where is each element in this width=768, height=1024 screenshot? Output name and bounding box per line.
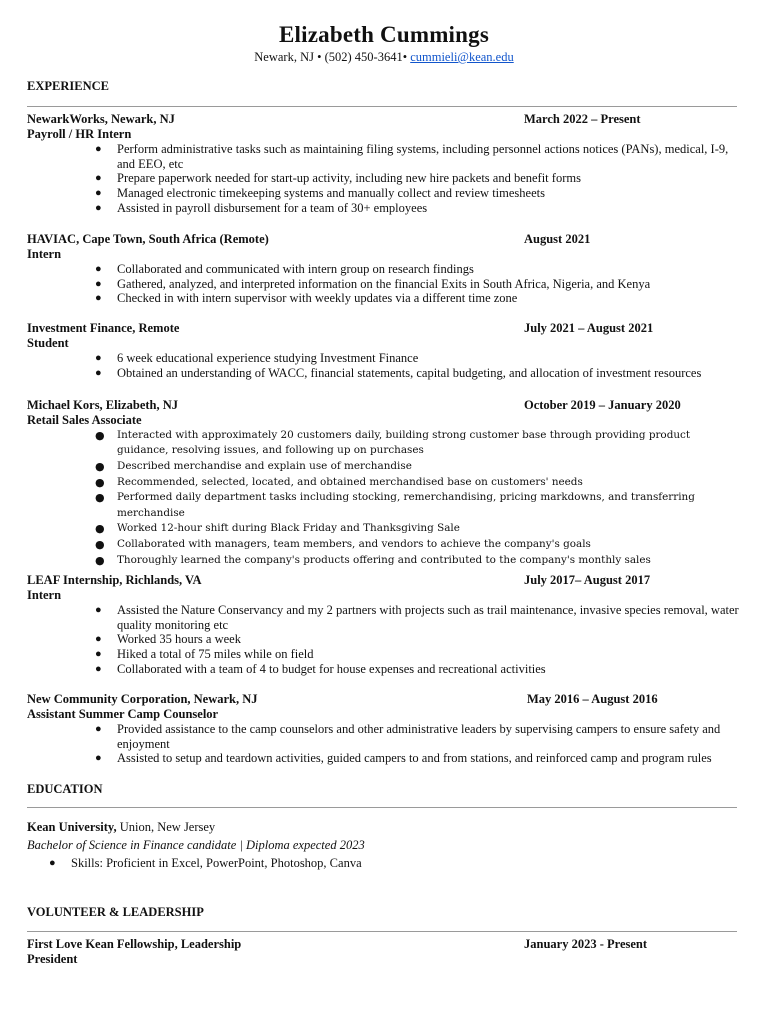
job-bullet: ● 6 week educational experience studying Investment Finance	[95, 350, 419, 365]
job-bullet: ● Described merchandise and explain use of merchandise	[95, 459, 412, 473]
bullet-icon: ●	[95, 537, 105, 551]
job-bullet: ● Perform administrative tasks such as maintaining filing systems, including personnel actions notices (PANs), medical, I-9, and EEO, etc	[95, 141, 729, 171]
bullet-icon: ●	[95, 292, 102, 305]
candidate-name: Elizabeth Cummings	[279, 22, 489, 47]
job-org: HAVIAC, Cape Town, South Africa (Remote)	[27, 232, 269, 246]
bullet-icon: ●	[95, 475, 105, 489]
job-entry	[27, 398, 742, 568]
job-title: Intern	[27, 588, 62, 602]
bullet-icon: ●	[95, 428, 105, 442]
skills-item: ● Skills: Proficient in Excel, PowerPoint, Photoshop, Canva	[49, 856, 362, 870]
job-bullet: ● Interacted with approximately 20 customers daily, building strong customer base through providing product guidance, resolving issues, and following up on purchases	[95, 428, 691, 457]
job-bullet: ● Thoroughly learned the company's products offering and contributed to the company's monthly sales	[95, 553, 651, 567]
bullet-icon: ●	[95, 662, 102, 675]
bullet-icon: ●	[95, 262, 102, 275]
job-bullets	[27, 722, 742, 766]
job-entry	[27, 232, 742, 306]
volunteer-title: President	[27, 952, 78, 966]
bullet-icon: ●	[95, 459, 105, 473]
job-dates: July 2017– August 2017	[524, 573, 651, 587]
volunteer-entry	[27, 937, 742, 967]
bullet-icon: ●	[95, 351, 102, 364]
job-dates: August 2021	[524, 232, 591, 246]
bullet-icon: ●	[95, 201, 102, 214]
job-dates: October 2019 – January 2020	[524, 398, 681, 412]
section-heading-volunteer: VOLUNTEER & LEADERSHIP	[27, 905, 204, 919]
job-dates: May 2016 – August 2016	[527, 692, 658, 706]
job-bullet: ● Checked in with intern supervisor with weekly updates via a different time zone	[95, 291, 518, 306]
university-name: Kean University,	[27, 820, 117, 834]
job-bullets	[27, 142, 742, 216]
bullet-icon: ●	[95, 633, 102, 646]
job-bullet: ● Assisted the Nature Conservancy and my 2 partners with projects such as trail maintenance, invasive species removal, water quality monitoring etc	[95, 602, 739, 632]
job-dates: March 2022 – Present	[524, 112, 641, 126]
job-bullet: ● Hiked a total of 75 miles while on field	[95, 647, 314, 662]
job-bullet: ● Worked 12-hour shift during Black Friday and Thanksgiving Sale	[95, 522, 460, 536]
bullet-icon: ●	[95, 366, 102, 379]
email-link[interactable]: cummieli@kean.edu	[410, 50, 514, 64]
job-title: Intern	[27, 247, 62, 261]
job-bullet: ● Collaborated and communicated with intern group on research findings	[95, 261, 474, 276]
job-entry	[27, 692, 742, 766]
bullet-icon: ●	[95, 722, 102, 735]
job-bullet: ● Assisted to setup and teardown activities, guided campers to and from stations, and reinforced camp and program rules	[95, 751, 712, 766]
job-bullets	[27, 262, 742, 306]
job-bullets	[27, 351, 742, 381]
bullet-icon: ●	[95, 172, 102, 185]
section-heading-education: EDUCATION	[27, 782, 103, 796]
job-bullet: ● Assisted in payroll disbursement for a team of 30+ employees	[95, 200, 428, 215]
job-bullet: ● Collaborated with managers, team members, and vendors to achieve the company's goals	[95, 537, 591, 551]
job-entry	[27, 112, 742, 216]
university-location: Union, New Jersey	[119, 820, 216, 834]
section-divider	[27, 931, 737, 932]
volunteer-org: First Love Kean Fellowship, Leadership	[27, 937, 242, 951]
job-entry	[27, 573, 742, 677]
bullet-icon: ●	[95, 142, 102, 155]
job-title: Student	[27, 336, 69, 350]
job-bullet: ● Obtained an understanding of WACC, financial statements, capital budgeting, and allocation of investment resources	[95, 365, 702, 380]
job-title: Assistant Summer Camp Counselor	[27, 707, 219, 721]
section-divider	[27, 807, 737, 808]
bullet-icon: ●	[95, 648, 102, 661]
job-bullets	[27, 428, 742, 568]
bullet-icon: ●	[95, 752, 102, 765]
job-org: Michael Kors, Elizabeth, NJ	[27, 398, 179, 412]
job-bullet: ● Gathered, analyzed, and interpreted information on the financial Exits in South Africa, Nigeria, and Kenya	[95, 276, 651, 291]
job-title: Payroll / HR Intern	[27, 127, 132, 141]
job-bullet: ● Prepare paperwork needed for start-up activity, including new hire packets and benefit forms	[95, 171, 581, 186]
job-org: NewarkWorks, Newark, NJ	[27, 112, 175, 126]
degree: Bachelor of Science in Finance candidate | Diploma expected 2023	[27, 838, 365, 852]
contact-location-phone: Newark, NJ • (502) 450-3641•	[254, 50, 408, 64]
volunteer-dates: January 2023 - Present	[524, 937, 648, 951]
bullet-icon: ●	[95, 522, 105, 536]
section-divider	[27, 106, 737, 107]
job-bullet: ● Collaborated with a team of 4 to budget for house expenses and recreational activities	[95, 661, 546, 676]
job-bullets	[27, 603, 742, 677]
job-org: New Community Corporation, Newark, NJ	[27, 692, 258, 706]
job-title: Retail Sales Associate	[27, 413, 142, 427]
section-heading-experience: EXPERIENCE	[27, 79, 109, 93]
contact-line	[0, 50, 768, 65]
job-bullet: ● Provided assistance to the camp counselors and other administrative leaders by supervising campers to ensure safety and enjoyment	[95, 721, 721, 751]
job-bullet: ● Performed daily department tasks including stocking, remerchandising, pricing markdowns, and transferring merchandise	[95, 491, 695, 519]
bullet-icon: ●	[95, 603, 102, 616]
bullet-icon: ●	[95, 553, 105, 567]
education-entry	[27, 818, 737, 872]
job-org: Investment Finance, Remote	[27, 321, 180, 335]
bullet-icon: ●	[95, 491, 105, 505]
job-dates: July 2021 – August 2021	[524, 321, 654, 335]
bullet-icon: ●	[95, 277, 102, 290]
job-bullet: ● Recommended, selected, located, and obtained merchandised base on customers' needs	[95, 475, 583, 489]
bullet-icon: ●	[49, 857, 56, 869]
job-org: LEAF Internship, Richlands, VA	[27, 573, 202, 587]
bullet-icon: ●	[95, 187, 102, 200]
job-bullet: ● Managed electronic timekeeping systems and manually collect and review timesheets	[95, 186, 545, 201]
job-entry	[27, 321, 742, 380]
job-bullet: ● Worked 35 hours a week	[95, 632, 241, 647]
